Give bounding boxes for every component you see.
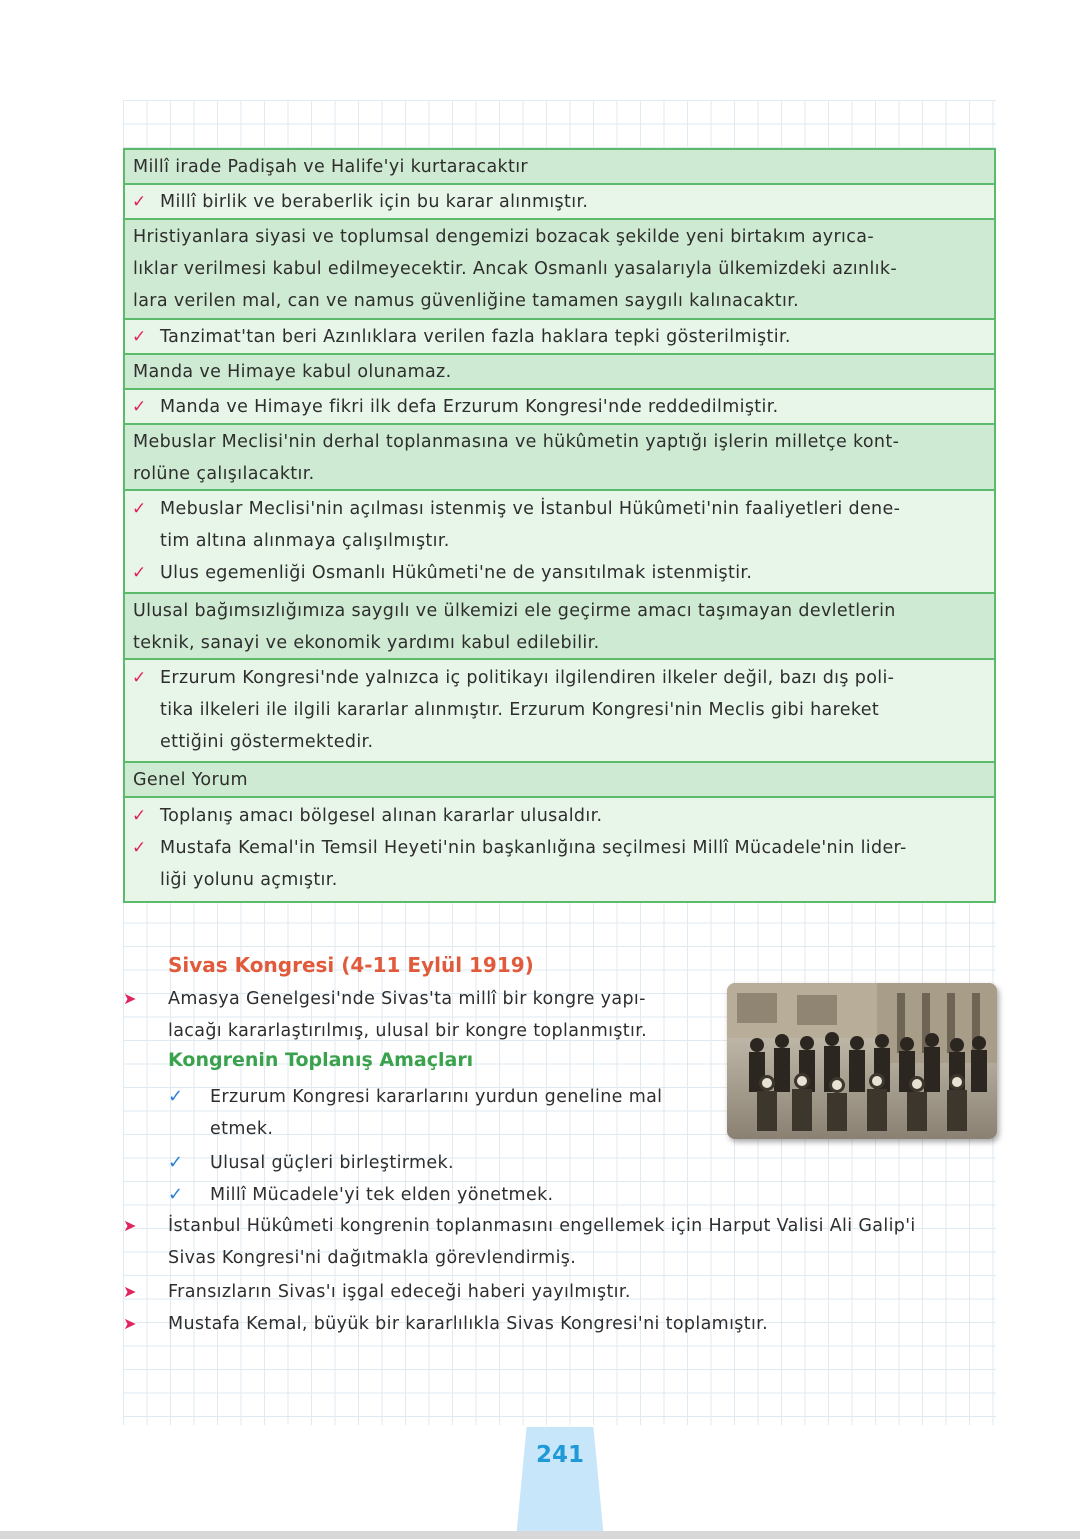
- note-text: Mebuslar Meclisi'nin açılması istenmiş ve İstanbul Hükûmeti'nin faaliyetleri dene-: [160, 499, 901, 519]
- section-title: Sivas Kongresi (4-11 Eylül 1919): [168, 953, 534, 977]
- congress-photo-illustration: [727, 983, 997, 1139]
- check-icon: ✓: [132, 327, 147, 347]
- check-icon: ✓: [168, 1152, 184, 1173]
- table-row: [125, 320, 994, 355]
- list-item: ✓ Erzurum Kongresi kararlarını yurdun geneline mal etmek.: [123, 1081, 733, 1145]
- check-icon: ✓: [132, 192, 147, 212]
- note-text: Mustafa Kemal'in Temsil Heyeti'nin başkanlığına seçilmesi Millî Mücadele'nin lider-: [160, 838, 907, 858]
- note-text: Millî birlik ve beraberlik için bu karar alınmıştır.: [160, 192, 589, 212]
- note-text: Erzurum Kongresi'nde yalnızca iç politikayı ilgilendiren ilkeler değil, bazı dış poli-: [160, 668, 895, 688]
- list-item: ➤ İstanbul Hükûmeti kongrenin toplanmasını engellemek için Harput Valisi Ali Galip'i Sivas Kongresi'ni dağıtmakla görevlendirmiş.: [123, 1210, 996, 1274]
- list-item: ➤ Fransızların Sivas'ı işgal edeceği haberi yayılmıştır.: [123, 1276, 996, 1308]
- statement-text: Manda ve Himaye kabul olunamaz.: [133, 362, 452, 382]
- check-icon: ✓: [132, 397, 147, 417]
- check-icon: ✓: [132, 806, 147, 826]
- list-item: ➤ Amasya Genelgesi'nde Sivas'ta millî bir kongre yapı- lacağı kararlaştırılmış, ulusal bir kongre toplanmıştır.: [123, 983, 733, 1047]
- list-item: ✓ Millî Mücadele'yi tek elden yönetmek.: [123, 1179, 733, 1211]
- check-icon: ✓: [132, 838, 147, 858]
- arrow-bullet-icon: ➤: [123, 1282, 137, 1301]
- arrow-bullet-icon: ➤: [123, 1314, 137, 1333]
- page-number: 241: [535, 1442, 584, 1468]
- note-text: ettiğini göstermektedir.: [160, 732, 374, 752]
- note-text: tika ilkeleri ile ilgili kararlar alınmıştır. Erzurum Kongresi'nin Meclis gibi hareket: [160, 700, 880, 720]
- congress-group-photo: [727, 983, 997, 1139]
- statement-text: teknik, sanayi ve ekonomik yardımı kabul edilebilir.: [133, 633, 600, 653]
- aims-subtitle: Kongrenin Toplanış Amaçları: [168, 1049, 474, 1071]
- note-text: tim altına alınmaya çalışılmıştır.: [160, 531, 450, 551]
- table-row: [125, 220, 994, 320]
- arrow-bullet-icon: ➤: [123, 989, 137, 1008]
- arrow-bullet-icon: ➤: [123, 1216, 137, 1235]
- statement-text: rolüne çalışılacaktır.: [133, 464, 315, 484]
- note-text: Ulus egemenliği Osmanlı Hükûmeti'ne de yansıtılmak istenmiştir.: [160, 563, 753, 583]
- statement-text: Hristiyanlara siyasi ve toplumsal dengemizi bozacak şekilde yeni birtakım ayrıca-: [133, 227, 874, 247]
- table-row: [125, 355, 994, 390]
- table-row: [125, 150, 994, 185]
- table-row: [125, 594, 994, 660]
- list-item: ➤ Mustafa Kemal, büyük bir kararlılıkla Sivas Kongresi'ni toplamıştır.: [123, 1308, 996, 1340]
- table-row: [125, 798, 994, 901]
- table-row: [125, 185, 994, 220]
- note-text: Manda ve Himaye fikri ilk defa Erzurum Kongresi'nde reddedilmiştir.: [160, 397, 779, 417]
- note-text: Toplanış amacı bölgesel alınan kararlar ulusaldır.: [160, 806, 603, 826]
- note-text: liği yolunu açmıştır.: [160, 870, 338, 890]
- check-icon: ✓: [132, 499, 147, 519]
- statement-text: lıklar verilmesi kabul edilmeyecektir. Ancak Osmanlı yasalarıyla ülkemizdeki azınlık-: [133, 259, 898, 279]
- table-row: [125, 491, 994, 594]
- statement-text: lara verilen mal, can ve namus güvenliğine tamamen saygılı kalınacaktır.: [133, 291, 800, 311]
- table-row: [125, 390, 994, 425]
- erzurum-decisions-table: [123, 148, 996, 903]
- bottom-bar: [0, 1531, 1080, 1539]
- list-item: ✓ Ulusal güçleri birleştirmek.: [123, 1147, 733, 1179]
- table-row: [125, 660, 994, 763]
- note-text: Tanzimat'tan beri Azınlıklara verilen fazla haklara tepki gösterilmiştir.: [160, 327, 791, 347]
- check-icon: ✓: [168, 1184, 184, 1205]
- check-icon: ✓: [168, 1086, 184, 1107]
- statement-text: Genel Yorum: [133, 770, 248, 790]
- statement-text: Ulusal bağımsızlığımıza saygılı ve ülkemizi ele geçirme amacı taşımayan devletlerin: [133, 601, 896, 621]
- table-row: [125, 763, 994, 798]
- statement-text: Mebuslar Meclisi'nin derhal toplanmasına ve hükûmetin yaptığı işlerin milletçe kont-: [133, 432, 900, 452]
- check-icon: ✓: [132, 668, 147, 688]
- table-row: [125, 425, 994, 491]
- statement-text: Millî irade Padişah ve Halife'yi kurtaracaktır: [133, 157, 528, 177]
- check-icon: ✓: [132, 563, 147, 583]
